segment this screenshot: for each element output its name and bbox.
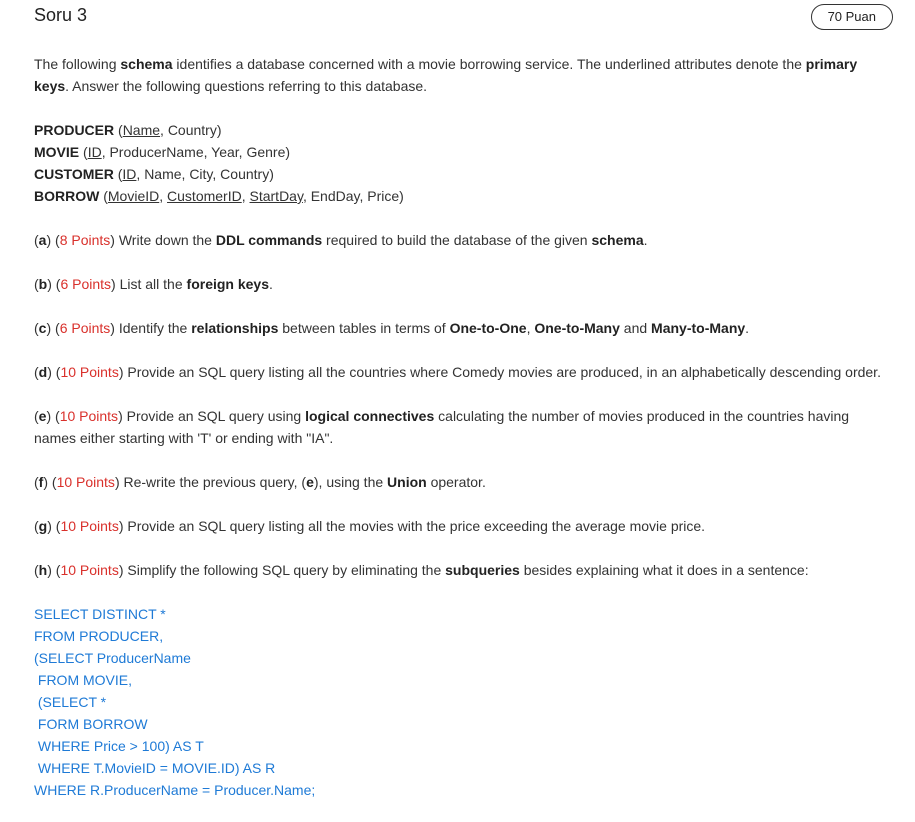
question-a: (a) (8 Points) Write down the DDL commands required to build the database of the given schema. <box>34 232 648 248</box>
points-f: 10 Points <box>56 474 115 490</box>
points-e: 10 Points <box>59 408 119 424</box>
points-h: 10 Points <box>60 562 119 578</box>
points-b: 6 Points <box>60 276 112 292</box>
sql-code-block <box>34 603 894 801</box>
question-b: (b) (6 Points) List all the foreign keys. <box>34 276 273 292</box>
sql-line: (SELECT * <box>34 694 107 710</box>
sql-line: FORM BORROW <box>34 716 148 732</box>
question-header <box>34 4 893 30</box>
sql-line: FROM MOVIE, <box>34 672 132 688</box>
points-a: 8 Points <box>59 232 111 248</box>
question-g: (g) (10 Points) Provide an SQL query listing all the movies with the price exceeding the average movie price. <box>34 518 706 534</box>
schema-borrow: BORROW (MovieID, CustomerID, StartDay, EndDay, Price) <box>34 188 404 204</box>
sql-line: WHERE R.ProducerName = Producer.Name; <box>34 782 316 798</box>
sql-line: WHERE Price > 100) AS T <box>34 738 204 754</box>
sql-line: SELECT DISTINCT * <box>34 606 166 622</box>
points-c: 6 Points <box>59 320 111 336</box>
question-body <box>34 53 894 801</box>
sql-line: (SELECT ProducerName <box>34 650 191 666</box>
question-f: (f) (10 Points) Re-write the previous query, (e), using the Union operator. <box>34 474 486 490</box>
schema-producer: PRODUCER (Name, Country) <box>34 122 222 138</box>
schema-list <box>34 119 894 207</box>
points-badge: 70 Puan <box>811 4 893 30</box>
question-e: (e) (10 Points) Provide an SQL query using logical connectives calculating the number of movies produced in the countries having names either starting with 'T' or ending with "IA". <box>34 408 850 446</box>
schema-movie: MOVIE (ID, ProducerName, Year, Genre) <box>34 144 291 160</box>
question-c: (c) (6 Points) Identify the relationships between tables in terms of One-to-One, One-to-Many and Many-to-Many. <box>34 320 750 336</box>
sql-line: FROM PRODUCER, <box>34 628 164 644</box>
question-title: Soru 3 <box>34 5 88 25</box>
intro-paragraph: The following schema identifies a database concerned with a movie borrowing service. The underlined attributes denote the primary keys. Answer the following questions referring to this database. <box>34 56 858 94</box>
points-g: 10 Points <box>60 518 119 534</box>
schema-customer: CUSTOMER (ID, Name, City, Country) <box>34 166 274 182</box>
points-d: 10 Points <box>60 364 119 380</box>
sql-line: WHERE T.MovieID = MOVIE.ID) AS R <box>34 760 276 776</box>
question-d: (d) (10 Points) Provide an SQL query listing all the countries where Comedy movies are produced, in an alphabetically descending order. <box>34 364 881 380</box>
question-h: (h) (10 Points) Simplify the following SQL query by eliminating the subqueries besides explaining what it does in a sentence: <box>34 562 809 578</box>
